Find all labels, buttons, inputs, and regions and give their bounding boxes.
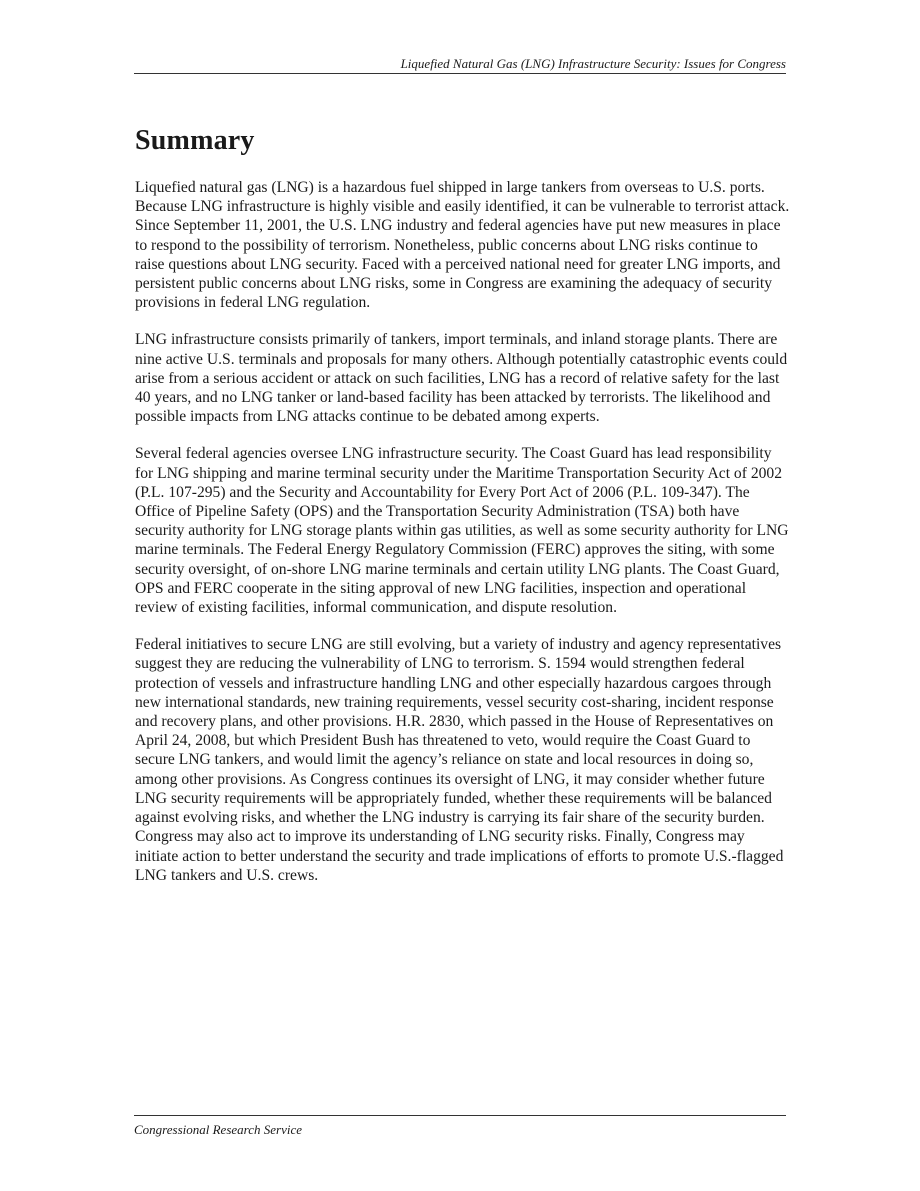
running-header-title: Liquefied Natural Gas (LNG) Infrastructure Security: Issues for Congress	[400, 56, 786, 71]
page-header	[134, 54, 786, 74]
summary-paragraph-3: Several federal agencies oversee LNG infrastructure security. The Coast Guard has lead responsibility for LNG shipping and marine terminal security under the Maritime Transportation Security Act of 2002 (P.L. 107-295) and the Security and Accountability for Every Port Act of 2006 (P.L. 109-347). The Office of Pipeline Safety (OPS) and the Transportation Security Administration (TSA) both have security authority for LNG storage plants within gas utilities, as well as some security authority for LNG marine terminals. The Federal Energy Regulatory Commission (FERC) approves the siting, with some security oversight, of on-shore LNG marine terminals and certain utility LNG plants. The Coast Guard, OPS and FERC cooperate in the siting approval of new LNG facilities, inspection and operational review of existing facilities, informal communication, and dispute resolution.	[135, 445, 789, 617]
page-footer	[134, 1115, 786, 1137]
summary-body	[135, 178, 791, 903]
footer-publisher: Congressional Research Service	[134, 1122, 302, 1137]
summary-paragraph-2: LNG infrastructure consists primarily of tankers, import terminals, and inland storage plants. There are nine active U.S. terminals and proposals for many others. Although potentially catastrophic events could arise from a serious accident or attack on such facilities, LNG has a record of relative safety for the last 40 years, and no LNG tanker or land-based facility has been attacked by terrorists. The likelihood and possible impacts from LNG attacks continue to be debated among experts.	[135, 331, 788, 426]
summary-paragraph-1: Liquefied natural gas (LNG) is a hazardous fuel shipped in large tankers from overseas to U.S. ports. Because LNG infrastructure is highly visible and easily identified, it can be vulnerable to terrorist attack. Since September 11, 2001, the U.S. LNG industry and federal agencies have put new measures in place to respond to the possibility of terrorism. Nonetheless, public concerns about LNG risks continue to raise questions about LNG security. Faced with a perceived national need for greater LNG imports, and persistent public concerns about LNG risks, some in Congress are examining the adequacy of security provisions in federal LNG regulation.	[135, 179, 790, 312]
section-title: Summary	[135, 125, 255, 156]
summary-paragraph-4: Federal initiatives to secure LNG are still evolving, but a variety of industry and agency representatives suggest they are reducing the vulnerability of LNG to terrorism. S. 1594 would strengthen federal protection of vessels and infrastructure handling LNG and other especially hazardous cargoes through new international standards, new training requirements, vessel security cost-sharing, incident response and recovery plans, and other provisions. H.R. 2830, which passed in the House of Representatives on April 24, 2008, but which President Bush has threatened to veto, would require the Coast Guard to secure LNG tankers, and would limit the agency’s reliance on state and local resources in doing so, among other provisions. As Congress continues its oversight of LNG, it may consider whether future LNG security requirements will be appropriately funded, whether these requirements will be balanced against evolving risks, and whether the LNG industry is carrying its fair share of the security burden. Congress may also act to improve its understanding of LNG security risks. Finally, Congress may initiate action to better understand the security and trade implications of efforts to promote U.S.-flagged LNG tankers and U.S. crews.	[135, 636, 784, 884]
